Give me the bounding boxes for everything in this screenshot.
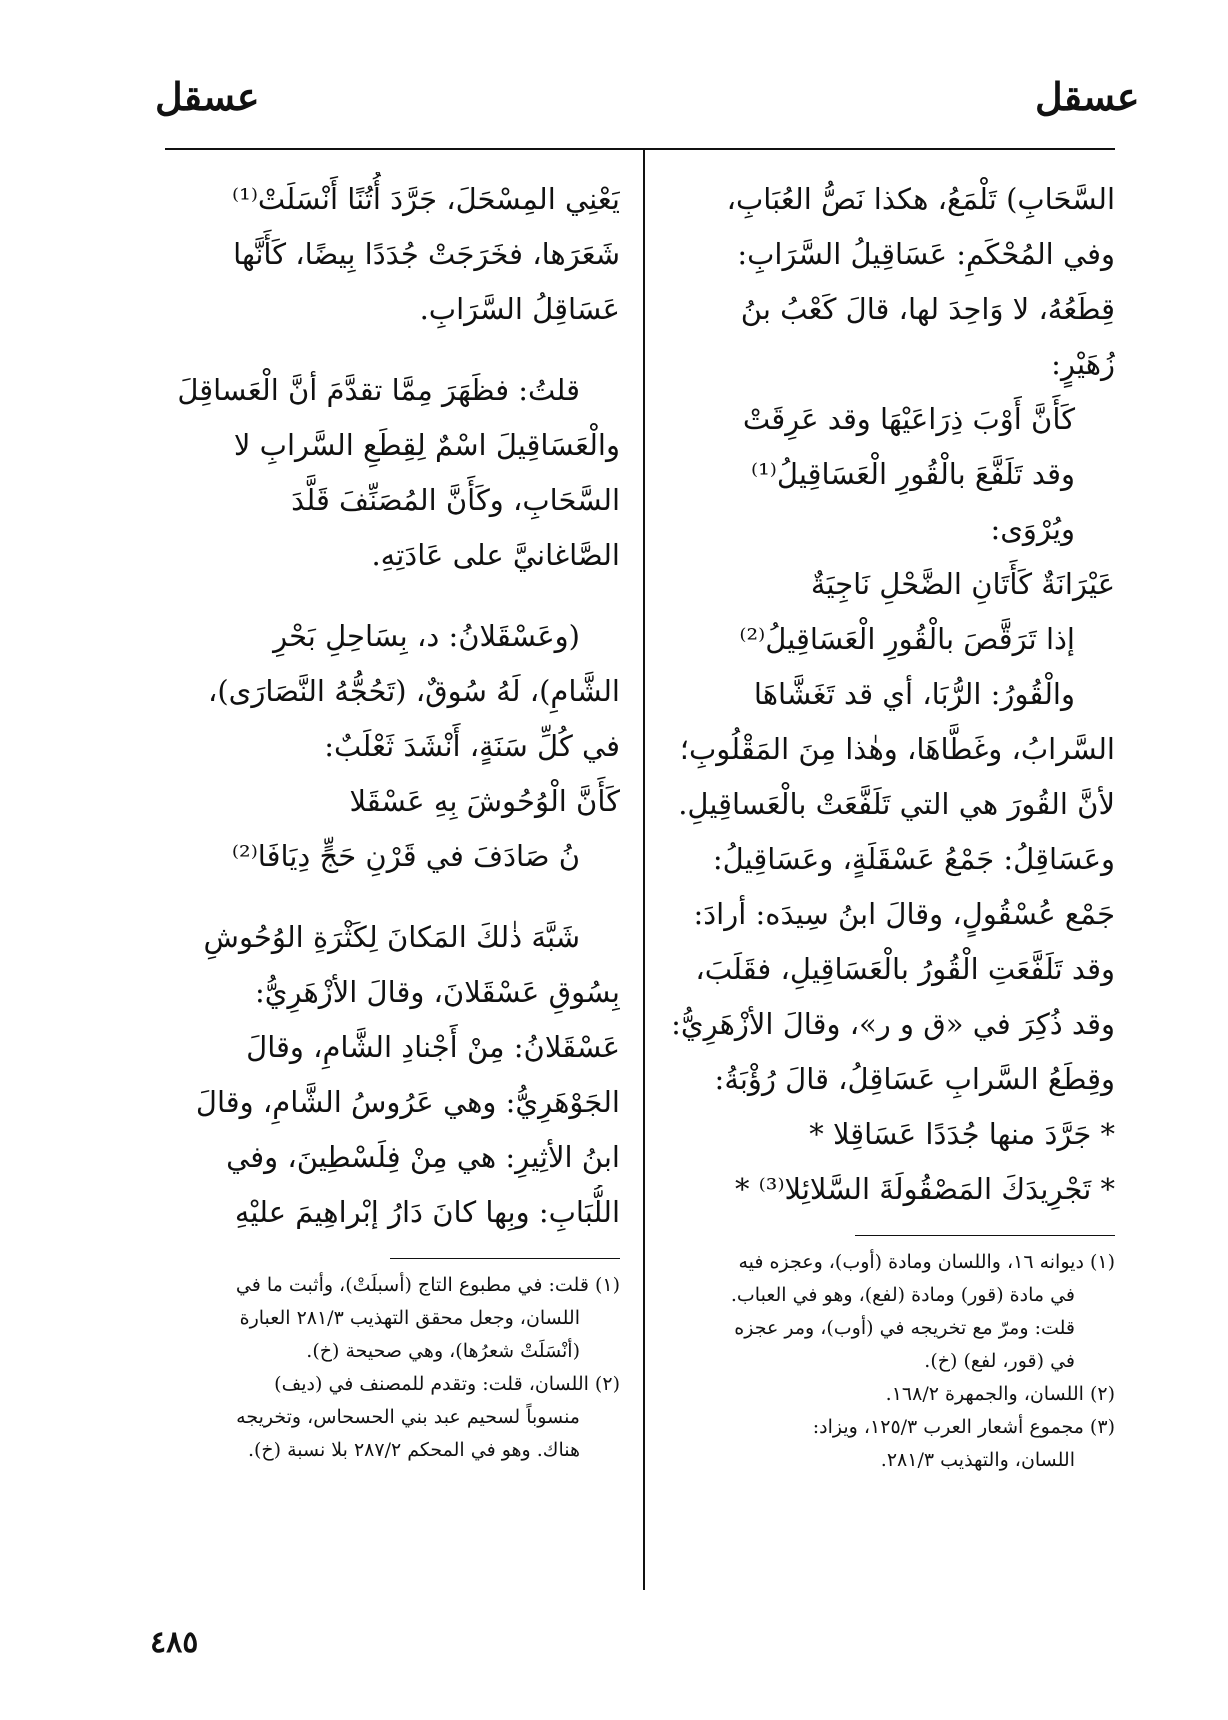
text-line: الجَوْهَرِيُّ: وهي عَرُوسُ الشَّامِ، وقالَ [195,1085,620,1119]
text-line: والْعَسَاقِيلَ اسْمٌ لِقِطَعِ السَّرابِ لا [233,428,620,462]
page-number: ٤٨٥ [150,1625,199,1660]
text-line: قلتُ: فظَهَرَ مِمَّا تقدَّمَ أنَّ الْعَساقِلَ [177,373,580,407]
text-line: وعَسَاقِلُ: جَمْعُ عَسْقَلَةٍ، وعَسَاقِيلُ: [712,842,1115,876]
text-line: ابنُ الأثِيرِ: هي مِنْ فِلَسْطِينَ، وفي [226,1140,620,1174]
text-line: السَّحَابِ، وكَأَنَّ المُصَنِّفَ قَلَّدَ [291,483,620,517]
verse-line: عَيْرَانَةٌ كَأَتَانِ الضَّحْلِ نَاجِيَةٌ [810,567,1115,601]
verse-line: كَأَنَّ أَوْبَ ذِرَاعَيْهَا وقد عَرِقَتْ [742,402,1075,436]
footnote-line: (٢) اللسان، والجمهرة ١٦٨/٢. [885,1383,1115,1405]
text-line: شَعَرَها، فخَرَجَتْ جُدَدًا بِيضًا، كَأَنَّها [233,237,620,271]
header-rule [165,148,1115,150]
left-column [150,172,620,1467]
text-line: ويُرْوَى: [990,512,1075,546]
text-line: جَمْع عُسْقُولٍ، وقالَ ابنُ سِيدَه: أرادَ: [693,897,1115,931]
footnote-line: اللسان، وجعل محقق التهذيب ٢٨١/٣ العبارة [239,1307,580,1329]
text-line: اللُّبَابِ: وبِها كانَ دَارُ إبْراهِيمَ عليْهِ [234,1195,620,1229]
verse-line: إذا تَرَقَّصَ بالْقُورِ الْعَسَاقِيلُ⁽²⁾ [739,622,1075,656]
verse-line: * تَجْرِيدَكَ المَصْقُولَةَ السَّلائِلا⁽³⁾ * [734,1172,1115,1206]
text-line: قِطَعُهُ، لا وَاحِدَ لها، قالَ كَعْبُ بنُ [740,292,1115,326]
footnote-line: (٢) اللسان، قلت: وتقدم للمصنف في (ديف) [274,1373,620,1395]
text-line: وفي المُحْكَمِ: عَسَاقِيلُ السَّرَابِ: [737,237,1115,271]
footnote-line: اللسان، والتهذيب ٢٨١/٣. [880,1449,1075,1471]
footnote-line: في مادة (قور) ومادة (لفع)، وهو في العباب. [730,1284,1075,1306]
footnote-line: في (قور، لفع) (خ). [924,1350,1075,1372]
verse-line: كَأَنَّ الْوُحُوشَ بِهِ عَسْقَلا [349,784,620,818]
text-line: عَسَاقِلُ السَّرَابِ. [419,292,620,326]
text-line: شَبَّهَ ذٰلكَ المَكانَ لِكَثْرَةِ الوُحُوشِ [203,920,580,954]
text-line: وقد ذُكِرَ في «ق و ر»، وقالَ الأزْهَرِيُّ: [671,1007,1115,1041]
text-line: السَّحَابِ) تَلْمَعُ، هكذا نَصُّ العُبَابِ، [726,182,1115,216]
text-line: الصَّاغانيَّ على عَادَتِهِ. [371,538,620,572]
footnotes [150,1269,620,1467]
verse-line: نُ صَادَفَ في قَرْنِ حَجٍّ دِيَافَا⁽²⁾ [231,839,580,873]
footnote-line: منسوباً لسحيم عبد بني الحسحاس، وتخريجه [236,1406,580,1428]
running-header-right: عسقل [1035,74,1140,119]
text-line: عَسْقَلانُ: مِنْ أَجْنادِ الشَّامِ، وقالَ [246,1030,620,1064]
text-line: السَّرابُ، وغَطَّاهَا، وهٰذا مِنَ المَقْلُوبِ؛ [679,732,1115,766]
text-line: لأنَّ القُورَ هي التي تَلَفَّعَتْ بالْعَساقِيلِ. [678,787,1115,821]
footnote-rule [855,1235,1115,1236]
text-line: الشَّامِ)، لَهُ سُوقٌ، (تَحُجُّهُ النَّصَارَى)، [207,674,620,708]
footnote-line: هناك. وهو في المحكم ٢٨٧/٢ بلا نسبة (خ). [247,1439,580,1461]
text-line: وقد تَلَفَّعَتِ الْقُورُ بالْعَسَاقِيلِ، فقَلَبَ، [695,952,1115,986]
footnote-rule [390,1258,620,1259]
footnotes [665,1246,1115,1477]
verse-line: * جَرَّدَ منها جُدَدًا عَسَاقِلا * [809,1117,1115,1151]
running-header-left: عسقل [155,74,260,119]
text-line: والْقُورُ: الرُّبَا، أي قد تَغَشَّاهَا [753,677,1075,711]
text-line: وقِطَعُ السَّرابِ عَسَاقِلُ، قالَ رُؤْبَةُ: [714,1062,1115,1096]
footnote-line: (٣) مجموع أشعار العرب ١٢٥/٣، ويزاد: [812,1416,1115,1438]
text-line: بِسُوقِ عَسْقَلانَ، وقالَ الأزْهَرِيُّ: [254,975,620,1009]
text-line: زُهَيْرٍ: [1051,347,1115,381]
footnote-line: (١) قلت: في مطبوع التاج (أسبلَتْ)، وأثبت ما في [235,1274,620,1296]
footnote-line: (أنْسَلَتْ شعرُها)، وهي صحيحة (خ). [306,1340,580,1362]
text-line: يَعْنِي المِسْحَلَ، جَرَّدَ أُتُنًا أَنْسَلَتْ⁽¹⁾ [232,182,620,216]
right-column [665,172,1115,1477]
column-divider [643,150,645,1590]
verse-line: وقد تَلَفَّعَ بالْقُورِ الْعَسَاقِيلُ⁽¹⁾ [751,457,1075,491]
text-line: في كُلِّ سَنَةٍ، أَنْشَدَ ثَعْلَبٌ: [324,729,620,763]
footnote-line: (١) ديوانه ١٦، واللسان ومادة (أوب)، وعجزه فيه [738,1251,1115,1273]
footnote-line: قلت: ومرّ مع تخريجه في (أوب)، ومر عجزه [734,1317,1075,1339]
text-line: (وعَسْقَلانُ: د، بِسَاحِلِ بَحْرِ [273,619,580,653]
